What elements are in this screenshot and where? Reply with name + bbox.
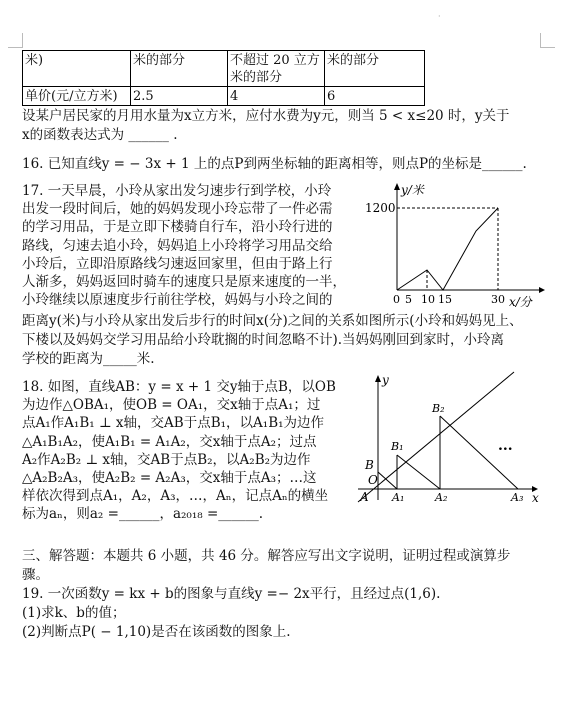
q15-line-1: 设某户居民家的月用水量为x立方米，应付水费为y元，则当 5 < x≤20 时，y关于 [22, 108, 510, 124]
q17-line: 出发一段时间后，她的妈妈发现小玲忘带了一件必需 [22, 201, 333, 218]
q17-line-full: 学校的距离为_____米. [22, 351, 155, 367]
q17-distance-graph [365, 178, 545, 310]
y-axis-arrow-icon [375, 375, 381, 382]
label-a2: A₂ [435, 491, 448, 504]
q18-line: 标为aₙ，则a₂ =______，a₂₀₁₈ =______. [22, 506, 264, 523]
table-cell: 2.5 [131, 87, 228, 106]
water-price-table [22, 50, 425, 106]
q17-line: 小玲继续以原速度步行前往学校，妈妈与小玲之间的 [22, 292, 333, 309]
x-axis-arrow-icon [539, 287, 545, 293]
label-a: A [360, 490, 369, 504]
q18-geometry-figure [356, 370, 546, 505]
page-corner-mark-left [8, 33, 23, 48]
table-cell: 6 [325, 87, 425, 106]
table-cell: 不超过 20 立方米的部分 [228, 51, 325, 87]
page-corner-mark-right [540, 33, 555, 48]
ellipsis-mark: ... [498, 438, 513, 454]
q17-line: 小玲后，立即沿原路线匀速返回家里，但由于路上行 [22, 255, 333, 272]
q17-line: 的学习用品，于是立即下楼骑自行车，沿小玲行进的 [22, 219, 333, 236]
q19-line-3: (2)判断点P( − 1,10)是否在该函数的图象上. [22, 624, 291, 640]
table-row [23, 87, 425, 106]
x-tick-label: 5 [405, 293, 412, 306]
line-ab [358, 372, 514, 502]
q18-text [22, 378, 367, 524]
distance-line [397, 208, 498, 290]
x-axis-label: x [532, 491, 539, 505]
y-axis-arrow-icon [394, 183, 400, 190]
q17-line-full: 距离y(米)与小玲从家出发后步行的时间x(分)之间的关系如图所示(小玲和妈妈见上、 [22, 313, 523, 329]
q19-line-2: (1)求k、b的值； [22, 605, 126, 621]
table-cell: 米的部分 [325, 51, 425, 87]
segment-b-a1 [378, 472, 397, 489]
label-b: B [365, 458, 374, 472]
q18-line: A₂作A₂B₂ ⊥ x轴，交AB于点B₂，以A₂B₂为边作 [22, 451, 311, 468]
q17-line: 17. 一天早晨，小玲从家出发匀速步行到学校，小玲 [22, 183, 332, 199]
q16-text: 16. 已知直线y = − 3x + 1 上的点P到两坐标轴的距离相等，则点P的坐标是______. [22, 156, 527, 172]
q18-line: 样依次得到点A₁，A₂，A₃，…，Aₙ，记点Aₙ的横坐 [22, 488, 329, 505]
q18-line: △A₁B₁A₂，使A₁B₁ = A₁A₂，交x轴于点A₂；过点 [22, 433, 317, 450]
table-cell: 4 [228, 87, 325, 106]
segment-b1-a2 [397, 455, 440, 489]
table-cell: 米) [23, 51, 131, 87]
y-tick-label: 1200 [365, 201, 396, 215]
label-b1: B₁ [391, 440, 404, 453]
table-row [23, 51, 425, 87]
q17-line-full: 下楼以及妈妈交学习用品给小玲耽搁的时间忽略不计).当妈妈刚回到家时，小玲离 [22, 332, 505, 348]
q15-line-2: x的函数表达式为 ______ . [22, 127, 178, 143]
label-a1: A₁ [392, 491, 405, 504]
section3-line-1: 三、解答题：本题共 6 小题，共 46 分。解答应写出文字说明，证明过程或演算步 [22, 548, 511, 564]
q18-line: 为边作△OBA₁，使OB = OA₁，交x轴于点A₁；过 [22, 397, 321, 414]
table-cell: 单价(元/立方米) [23, 87, 131, 106]
table-cell: 米的部分 [131, 51, 228, 87]
y-axis-label: y/米 [401, 183, 424, 197]
q17-line: 人渐多，妈妈返回时骑车的速度只是原来速度的一半， [22, 274, 346, 291]
page-mark: · [438, 12, 441, 21]
x-axis-label: x/分 [509, 295, 532, 309]
label-b2: B₂ [432, 402, 445, 415]
x-tick-label: 15 [438, 293, 452, 306]
x-tick-label: 0 [393, 293, 400, 306]
y-axis-label: y [382, 373, 389, 387]
q19-line-1: 19. 一次函数y = kx + b的图象与直线y =− 2x平行，且经过点(1,6). [22, 586, 441, 602]
q17-line: 路线，匀速去追小玲，妈妈追上小玲将学习用品交给 [22, 237, 333, 254]
q18-line: 18. 如图，直线AB：y = x + 1 交y轴于点B，以OB [22, 379, 336, 395]
q18-line: 点A₁作A₁B₁ ⊥ x轴，交AB于点B₁，以A₁B₁为边作 [22, 415, 325, 432]
label-a3: A₃ [511, 491, 524, 504]
label-o: O [368, 473, 378, 487]
x-tick-label: 10 [421, 293, 435, 306]
q18-line: △A₂B₂A₃，使A₂B₂ = A₂A₃，交x轴于点A₃；…这 [22, 470, 317, 487]
section3-line-2: 骤。 [22, 567, 49, 583]
q17-intro [22, 182, 387, 309]
x-tick-label: 30 [491, 293, 505, 306]
